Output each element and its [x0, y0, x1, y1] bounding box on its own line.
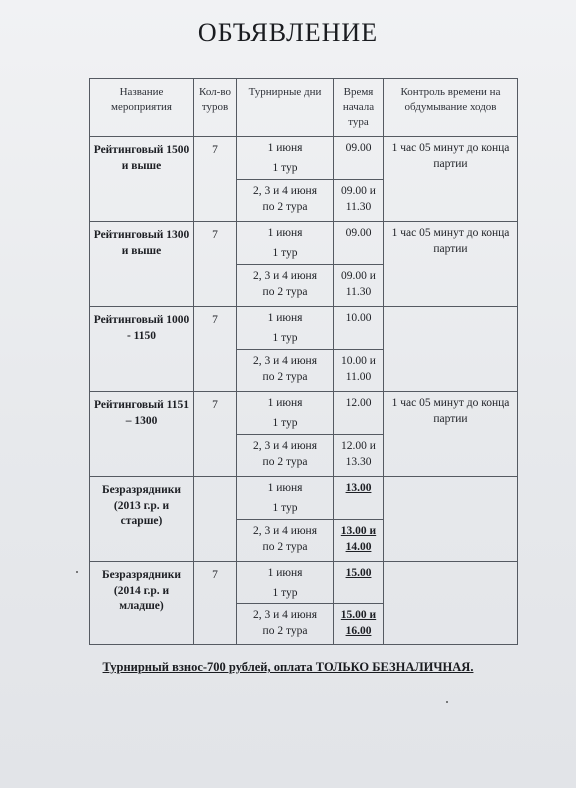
time-control: [384, 562, 518, 645]
tour-count: 7: [194, 392, 237, 477]
start-time: [334, 562, 384, 604]
start-time-second: 13.30: [345, 455, 372, 468]
day-tours: 1 тур: [272, 331, 298, 344]
tournament-day: [237, 562, 334, 604]
days-dates: 2, 3 и 4 июня: [253, 185, 317, 197]
days-dates: 2, 3 и 4 июня: [253, 270, 317, 282]
tournament-days: [237, 604, 334, 645]
days-tours: по 2 тура: [262, 624, 308, 637]
event-name: Безразрядники (2013 г.р. и старше): [90, 477, 194, 562]
start-time-first: 09.00 и: [341, 270, 376, 282]
table-row: [90, 477, 518, 520]
day-date: 1 июня: [267, 312, 303, 324]
start-time-first: 13.00 и: [340, 525, 377, 537]
start-time-second: 14.00: [345, 540, 372, 553]
tour-count: 7: [194, 562, 237, 645]
day-tours: 1 тур: [272, 246, 298, 259]
day-tours: 1 тур: [272, 416, 298, 429]
table-row: [90, 307, 518, 350]
start-time-second: 11.30: [345, 200, 372, 213]
start-time-first: 09.00 и: [341, 185, 376, 197]
start-time-second: 16.00: [345, 624, 372, 637]
start-times: [334, 435, 384, 477]
start-time-value: 13.00: [345, 482, 372, 494]
tournament-day: [237, 477, 334, 520]
tournament-day: [237, 137, 334, 180]
tournament-days: [237, 180, 334, 222]
start-times: [334, 350, 384, 392]
days-tours: по 2 тура: [262, 285, 308, 298]
start-time-value: 09.00: [345, 142, 372, 154]
table-row: [90, 392, 518, 435]
start-time: [334, 222, 384, 265]
tour-count: 7: [194, 222, 237, 307]
time-control: [384, 477, 518, 562]
day-date: 1 июня: [267, 397, 303, 409]
tournament-days: [237, 435, 334, 477]
tour-count: [194, 477, 237, 562]
tour-count: 7: [194, 307, 237, 392]
days-tours: по 2 тура: [262, 370, 308, 383]
start-time-second: 11.30: [345, 285, 372, 298]
start-time-second: 11.00: [345, 370, 372, 383]
start-time-first: 12.00 и: [341, 440, 376, 452]
table-row: [90, 137, 518, 180]
fee-notice: Турнирный взнос-700 рублей, оплата ТОЛЬКО БЕЗНАЛИЧНАЯ.: [102, 660, 474, 674]
day-tours: 1 тур: [272, 501, 298, 514]
start-time-first: 15.00 и: [340, 609, 377, 621]
days-dates: 2, 3 и 4 июня: [253, 525, 317, 537]
day-date: 1 июня: [267, 482, 303, 494]
start-time-value: 10.00: [345, 312, 372, 324]
header-time: Время начала тура: [334, 79, 384, 137]
days-dates: 2, 3 и 4 июня: [253, 609, 317, 621]
header-count: Кол-во туров: [194, 79, 237, 137]
header-days: Турнирные дни: [237, 79, 334, 137]
days-tours: по 2 тура: [262, 540, 308, 553]
days-dates: 2, 3 и 4 июня: [253, 355, 317, 367]
header-name: Название мероприятия: [90, 79, 194, 137]
start-time-first: 10.00 и: [341, 355, 376, 367]
event-name: Рейтинговый 1300 и выше: [90, 222, 194, 307]
tournament-day: [237, 392, 334, 435]
time-control: 1 час 05 минут до конца партии: [384, 137, 518, 222]
start-time-value: 09.00: [345, 227, 372, 239]
event-name: Безразрядники (2014 г.р. и младше): [90, 562, 194, 645]
tournament-days: [237, 520, 334, 562]
start-times: [334, 520, 384, 562]
start-times: [334, 265, 384, 307]
schedule-body: [90, 137, 518, 645]
tournament-days: [237, 350, 334, 392]
day-date: 1 июня: [267, 142, 303, 154]
event-name: Рейтинговый 1000 - 1150: [90, 307, 194, 392]
table-row: [90, 222, 518, 265]
tournament-day: [237, 222, 334, 265]
schedule-table: [89, 78, 518, 645]
page-title: ОБЪЯВЛЕНИЕ: [197, 18, 379, 47]
start-time-value: 15.00: [345, 567, 372, 579]
header-control: Контроль времени на обдумывание ходов: [384, 79, 518, 137]
start-time: [334, 392, 384, 435]
time-control: 1 час 05 минут до конца партии: [384, 392, 518, 477]
start-times: [334, 604, 384, 645]
tour-count: 7: [194, 137, 237, 222]
day-date: 1 июня: [267, 567, 303, 579]
speck: [76, 571, 78, 573]
start-time-value: 12.00: [345, 397, 372, 409]
event-name: Рейтинговый 1500 и выше: [90, 137, 194, 222]
tournament-day: [237, 307, 334, 350]
speck: [446, 701, 448, 703]
time-control: [384, 307, 518, 392]
start-time: [334, 477, 384, 520]
start-time: [334, 137, 384, 180]
days-dates: 2, 3 и 4 июня: [253, 440, 317, 452]
header-row: [90, 79, 518, 137]
start-times: [334, 180, 384, 222]
day-tours: 1 тур: [272, 161, 298, 174]
start-time: [334, 307, 384, 350]
time-control: 1 час 05 минут до конца партии: [384, 222, 518, 307]
day-tours: 1 тур: [272, 586, 298, 599]
event-name: Рейтинговый 1151 – 1300: [90, 392, 194, 477]
table-row: [90, 562, 518, 604]
day-date: 1 июня: [267, 227, 303, 239]
days-tours: по 2 тура: [262, 455, 308, 468]
days-tours: по 2 тура: [262, 200, 308, 213]
tournament-days: [237, 265, 334, 307]
